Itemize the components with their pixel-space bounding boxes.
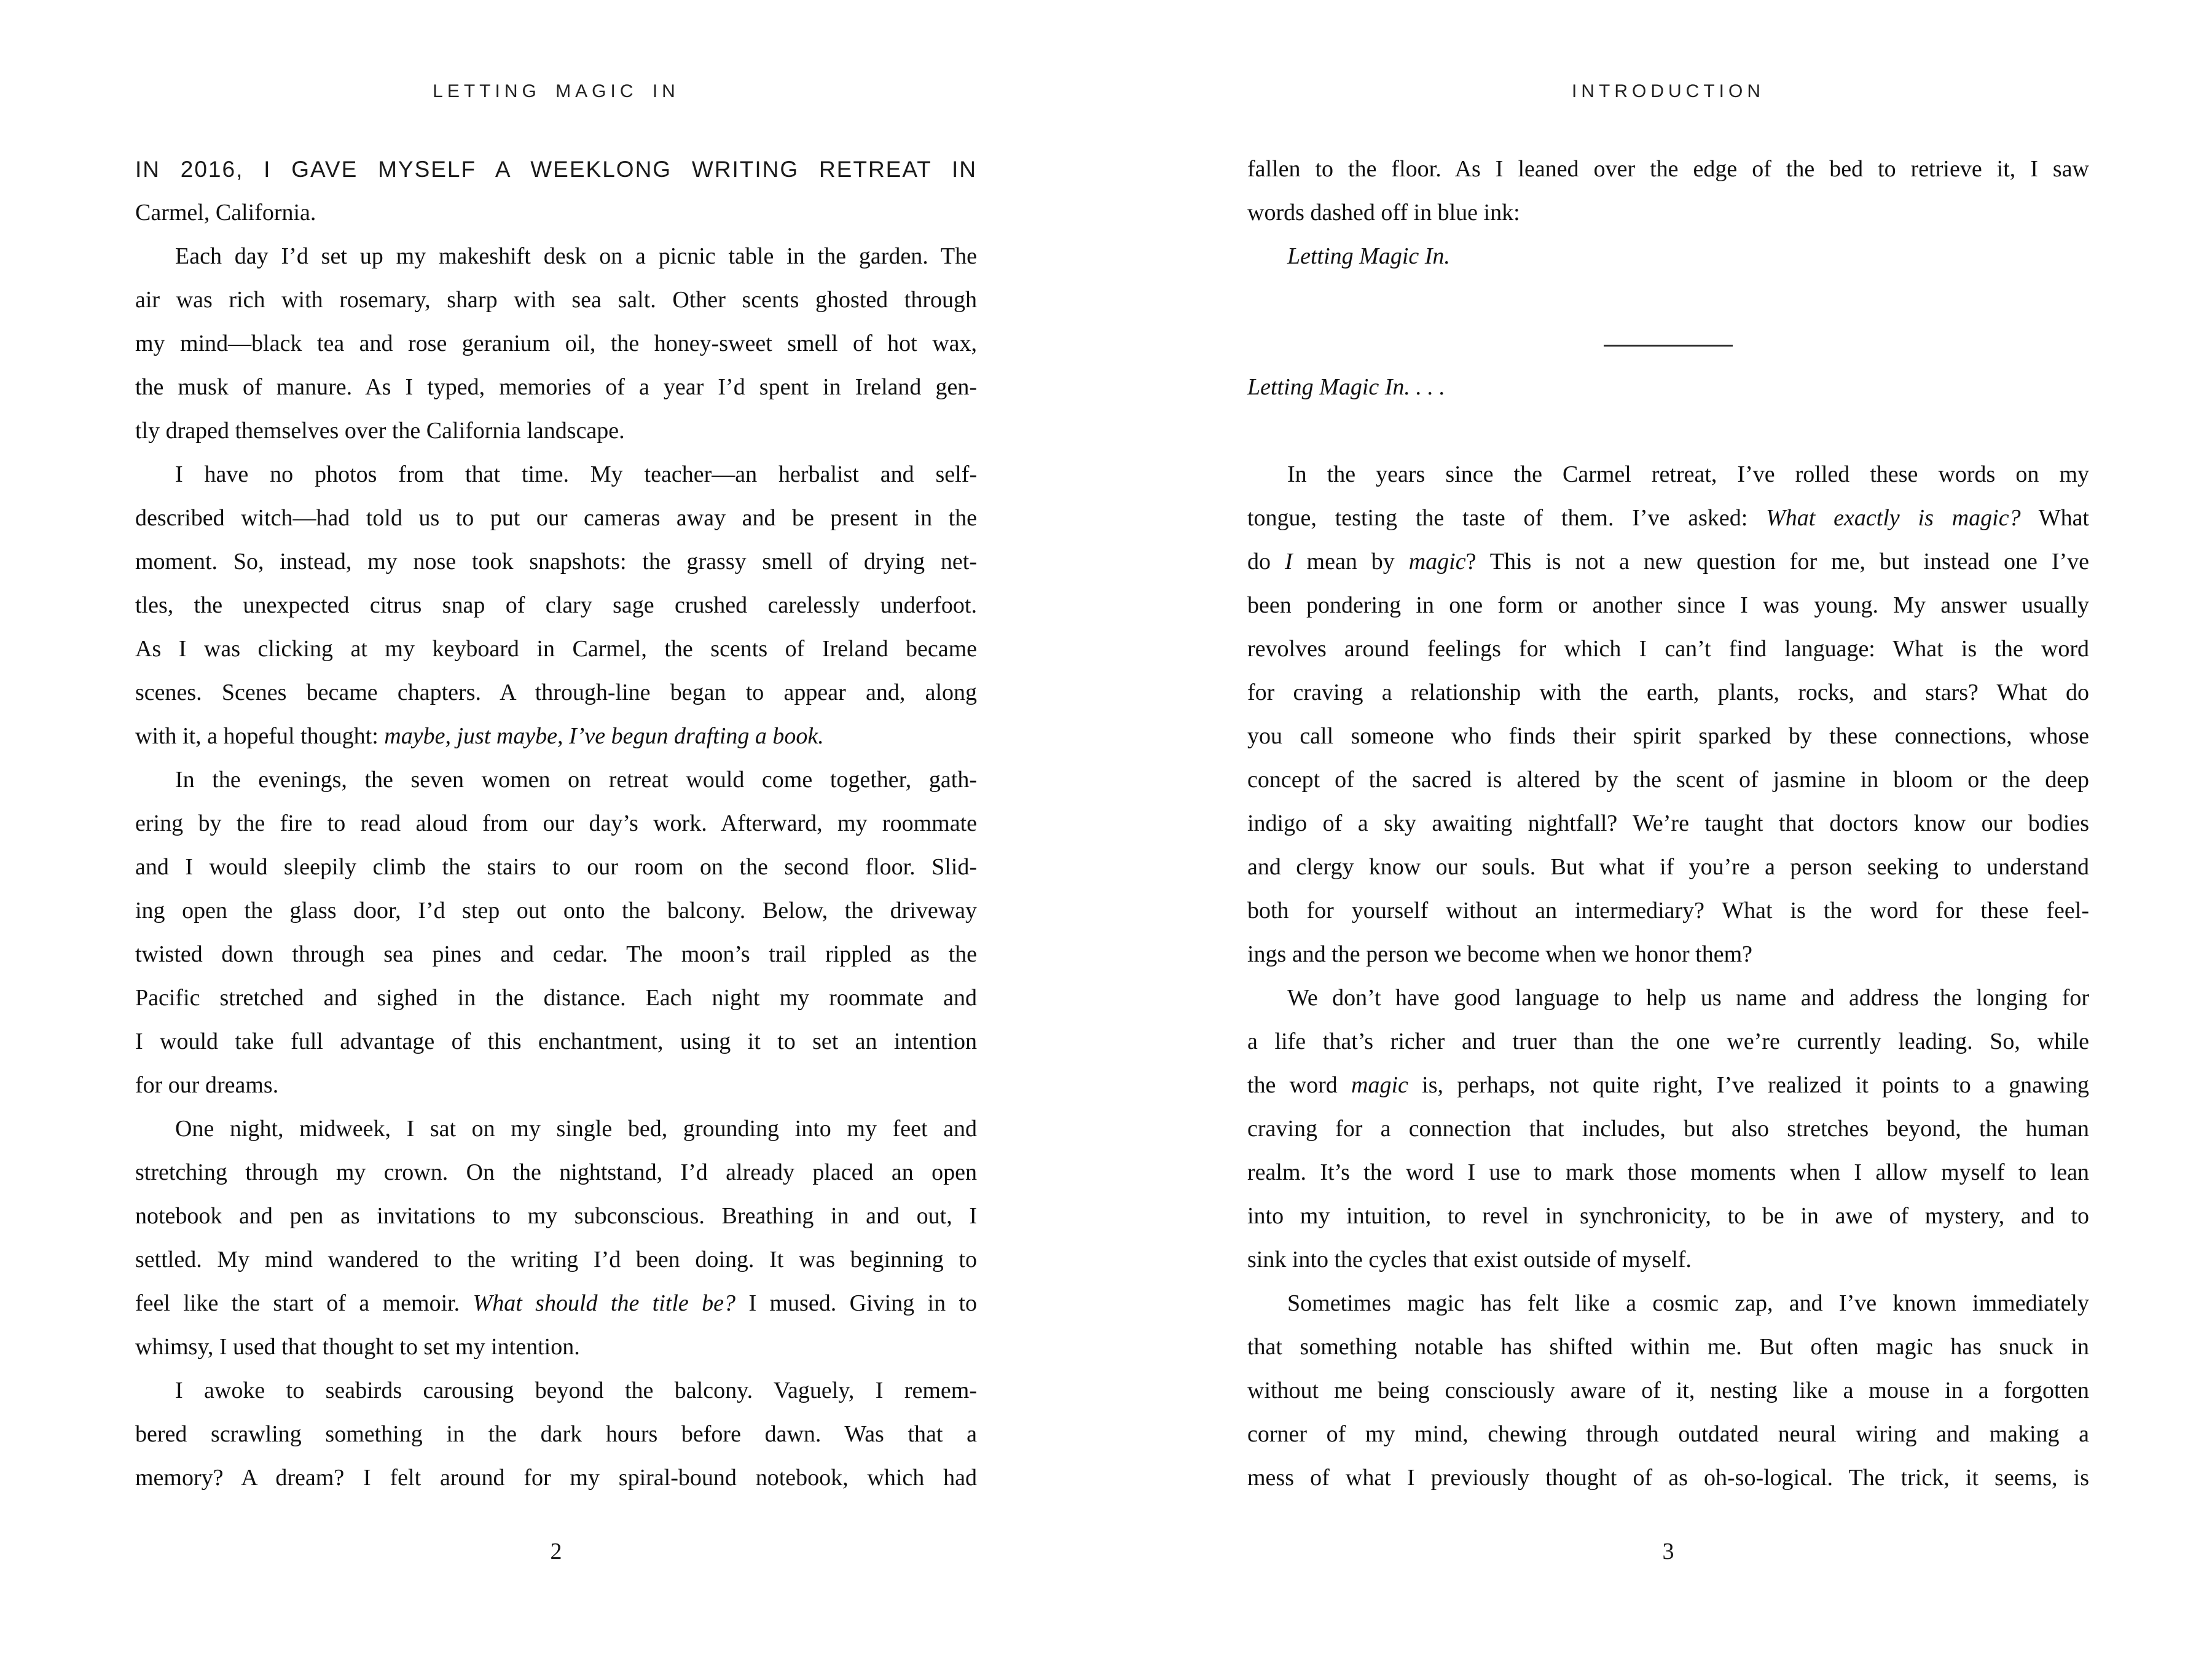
- text-line: [1247, 191, 2089, 235]
- body-text: In the evenings, the seven women on retreat would come together, gath-: [175, 767, 977, 793]
- text-line: [1247, 1413, 2089, 1456]
- italic-text: What exactly is magic?: [1766, 505, 2021, 531]
- body-text: bered scrawling something in the dark hours before dawn. Was that a: [135, 1421, 977, 1447]
- text-line: [135, 1325, 977, 1369]
- body-text: In the years since the Carmel retreat, I’ve rolled these words on my: [1287, 461, 2089, 487]
- text-line: [1247, 584, 2089, 627]
- running-header-left: LETTING MAGIC IN: [433, 81, 680, 101]
- text-line: [1247, 758, 2089, 802]
- text-line: [1247, 1020, 2089, 1064]
- text-line: [135, 671, 977, 715]
- text-line: [135, 845, 977, 889]
- text-line: [1247, 147, 2089, 191]
- text-line: [1247, 1325, 2089, 1369]
- section-divider: [1604, 345, 1733, 347]
- text-line: [1247, 1064, 2089, 1107]
- text-line: [135, 1151, 977, 1194]
- blank-line: [1247, 278, 2089, 322]
- body-text: with it, a hopeful thought:: [135, 723, 385, 749]
- body-text: both for yourself without an intermediary? What is the word for these feel-: [1247, 898, 2089, 924]
- body-text: Each day I’d set up my makeshift desk on a picnic table in the garden. The: [175, 243, 977, 269]
- section-divider-row: [1247, 322, 2089, 366]
- body-text: and clergy know our souls. But what if you’re a person seeking to understand: [1247, 854, 2089, 880]
- page-number-left: 2: [550, 1539, 562, 1564]
- body-text: We don’t have good language to help us name and address the longing for: [1287, 985, 2089, 1011]
- text-line: [1247, 671, 2089, 715]
- body-text: scenes. Scenes became chapters. A through-line began to appear and, along: [135, 680, 977, 705]
- text-line: [135, 715, 977, 758]
- body-text: words dashed off in blue ink:: [1247, 200, 1520, 226]
- page-right-text-block: [1247, 147, 2089, 1500]
- text-line: [1247, 845, 2089, 889]
- body-text: tly draped themselves over the California landscape.: [135, 418, 625, 444]
- body-text: ? This is not a new question for me, but instead one I’ve: [1465, 549, 2089, 575]
- text-line: [1247, 1282, 2089, 1325]
- body-text: ing open the glass door, I’d step out onto the balcony. Below, the driveway: [135, 898, 977, 924]
- body-text: concept of the sacred is altered by the scent of jasmine in bloom or the deep: [1247, 767, 2089, 793]
- body-text: I would take full advantage of this enchantment, using it to set an intention: [135, 1029, 977, 1054]
- text-line: [135, 1194, 977, 1238]
- body-text: for craving a relationship with the earth, plants, rocks, and stars? What do: [1247, 680, 2089, 705]
- italic-text: I: [1284, 549, 1293, 575]
- body-text: whimsy, I used that thought to set my intention.: [135, 1334, 580, 1360]
- body-text: tles, the unexpected citrus snap of clary sage crushed carelessly underfoot.: [135, 592, 977, 618]
- italic-text: Letting Magic In.: [1287, 243, 1450, 269]
- body-text: feel like the start of a memoir.: [135, 1290, 473, 1316]
- italic-text: magic: [1408, 549, 1466, 575]
- text-line: [1247, 453, 2089, 496]
- running-header-right: INTRODUCTION: [1572, 81, 1765, 101]
- body-text: a life that’s richer and truer than the one we’re currently leading. So, while: [1247, 1029, 2089, 1054]
- body-text: that something notable has shifted within me. But often magic has snuck in: [1247, 1334, 2089, 1360]
- body-text: mean by: [1292, 549, 1409, 575]
- body-text: my mind—black tea and rose geranium oil, the honey-sweet smell of hot wax,: [135, 331, 977, 356]
- body-text: indigo of a sky awaiting nightfall? We’re taught that doctors know our bodies: [1247, 810, 2089, 836]
- body-text: corner of my mind, chewing through outdated neural wiring and making a: [1247, 1421, 2089, 1447]
- body-text: without me being consciously aware of it, nesting like a mouse in a forgotten: [1247, 1378, 2089, 1403]
- body-text: do: [1247, 549, 1285, 575]
- body-text: Sometimes magic has felt like a cosmic zap, and I’ve known immediately: [1287, 1290, 2089, 1316]
- text-line: [135, 889, 977, 933]
- text-line: [135, 1282, 977, 1325]
- body-text: you call someone who finds their spirit sparked by these connections, whose: [1247, 723, 2089, 749]
- blank-line: [1247, 409, 2089, 453]
- text-line: [135, 1456, 977, 1500]
- body-text: air was rich with rosemary, sharp with sea salt. Other scents ghosted through: [135, 287, 977, 313]
- text-line: [1247, 933, 2089, 976]
- text-line: [135, 1238, 977, 1282]
- body-text: the musk of manure. As I typed, memories of a year I’d spent in Ireland gen-: [135, 374, 977, 400]
- text-line: [135, 496, 977, 540]
- text-line: [1247, 1238, 2089, 1282]
- text-line: [135, 1107, 977, 1151]
- text-line: [135, 540, 977, 584]
- italic-text: What should the title be?: [473, 1290, 736, 1316]
- body-text: is, perhaps, not quite right, I’ve realized it points to a gnawing: [1408, 1072, 2089, 1098]
- body-text: Carmel, California.: [135, 200, 316, 226]
- italic-text: Letting Magic In. . . .: [1247, 374, 1445, 400]
- body-text: into my intuition, to revel in synchronicity, to be in awe of mystery, and to: [1247, 1203, 2089, 1229]
- page-left: [135, 0, 977, 1659]
- opening-caps-text: IN 2016, I GAVE MYSELF A WEEKLONG WRITING RETREAT IN: [135, 157, 977, 182]
- text-line: [1247, 889, 2089, 933]
- italic-text: maybe, just maybe, I’ve begun drafting a book.: [384, 723, 824, 749]
- text-line: [135, 366, 977, 409]
- body-text: ings and the person we become when we honor them?: [1247, 941, 1753, 967]
- text-line: [135, 322, 977, 366]
- text-line: [135, 278, 977, 322]
- text-line: [1247, 1456, 2089, 1500]
- text-line: [135, 1020, 977, 1064]
- text-line: [135, 191, 977, 235]
- body-text: realm. It’s the word I use to mark those moments when I allow myself to lean: [1247, 1159, 2089, 1185]
- text-line: [135, 584, 977, 627]
- text-line: [1247, 1151, 2089, 1194]
- body-text: moment. So, instead, my nose took snapshots: the grassy smell of drying net-: [135, 549, 977, 575]
- text-line: [135, 147, 977, 191]
- text-line: [1247, 1107, 2089, 1151]
- page-left-text-block: [135, 147, 977, 1500]
- text-line: [135, 235, 977, 278]
- body-text: stretching through my crown. On the nightstand, I’d already placed an open: [135, 1159, 977, 1185]
- body-text: been pondering in one form or another since I was young. My answer usually: [1247, 592, 2089, 618]
- text-line: [135, 933, 977, 976]
- body-text: memory? A dream? I felt around for my spiral-bound notebook, which had: [135, 1465, 977, 1491]
- text-line: [135, 802, 977, 845]
- body-text: the word: [1247, 1072, 1352, 1098]
- text-line: [1247, 976, 2089, 1020]
- text-line: [135, 409, 977, 453]
- text-line: [1247, 496, 2089, 540]
- body-text: I awoke to seabirds carousing beyond the balcony. Vaguely, I remem-: [175, 1378, 977, 1403]
- text-line: [135, 976, 977, 1020]
- body-text: twisted down through sea pines and cedar. The moon’s trail rippled as the: [135, 941, 977, 967]
- body-text: mess of what I previously thought of as oh-so-logical. The trick, it seems, is: [1247, 1465, 2089, 1491]
- body-text: and I would sleepily climb the stairs to our room on the second floor. Slid-: [135, 854, 977, 880]
- text-line: [1247, 1194, 2089, 1238]
- text-line: [135, 758, 977, 802]
- text-line: [135, 627, 977, 671]
- text-line: [1247, 802, 2089, 845]
- body-text: for our dreams.: [135, 1072, 279, 1098]
- text-line: [135, 1413, 977, 1456]
- body-text: What: [2020, 505, 2089, 531]
- text-line: [1247, 235, 2089, 278]
- text-line: [135, 1064, 977, 1107]
- body-text: ering by the fire to read aloud from our day’s work. Afterward, my roommate: [135, 810, 977, 836]
- body-text: notebook and pen as invitations to my subconscious. Breathing in and out, I: [135, 1203, 977, 1229]
- text-line: [135, 1369, 977, 1413]
- body-text: As I was clicking at my keyboard in Carmel, the scents of Ireland became: [135, 636, 977, 662]
- body-text: described witch—had told us to put our cameras away and be present in the: [135, 505, 977, 531]
- body-text: I mused. Giving in to: [735, 1290, 978, 1316]
- body-text: fallen to the floor. As I leaned over the edge of the bed to retrieve it, I saw: [1247, 156, 2089, 182]
- text-line: [135, 453, 977, 496]
- body-text: I have no photos from that time. My teacher—an herbalist and self-: [175, 461, 977, 487]
- body-text: craving for a connection that includes, but also stretches beyond, the human: [1247, 1116, 2089, 1142]
- italic-text: magic: [1351, 1072, 1408, 1098]
- body-text: sink into the cycles that exist outside of myself.: [1247, 1247, 1692, 1273]
- text-line: [1247, 715, 2089, 758]
- text-line: [1247, 1369, 2089, 1413]
- body-text: revolves around feelings for which I can’t find language: What is the word: [1247, 636, 2089, 662]
- page-right: [1247, 0, 2089, 1659]
- body-text: tongue, testing the taste of them. I’ve asked:: [1247, 505, 1767, 531]
- page-number-right: 3: [1662, 1539, 1674, 1564]
- body-text: Pacific stretched and sighed in the distance. Each night my roommate and: [135, 985, 977, 1011]
- body-text: One night, midweek, I sat on my single bed, grounding into my feet and: [175, 1116, 977, 1142]
- body-text: settled. My mind wandered to the writing I’d been doing. It was beginning to: [135, 1247, 977, 1273]
- text-line: [1247, 627, 2089, 671]
- text-line: [1247, 366, 2089, 409]
- text-line: [1247, 540, 2089, 584]
